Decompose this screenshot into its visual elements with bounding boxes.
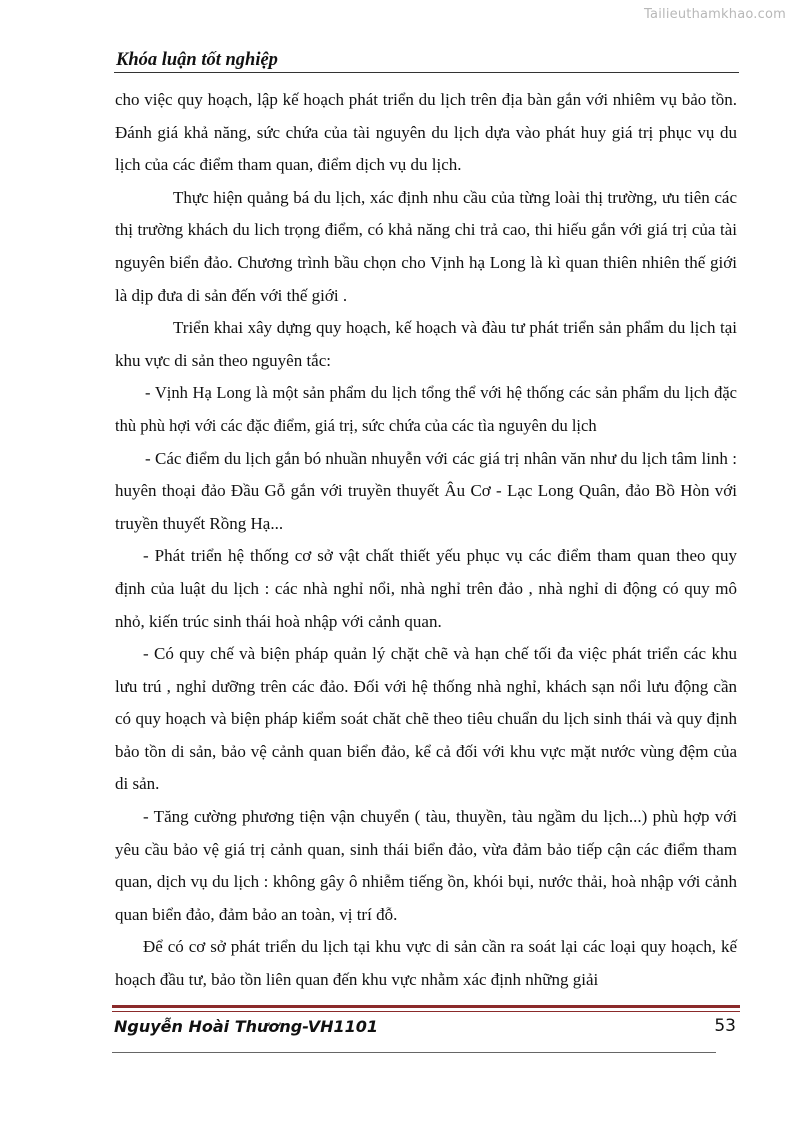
footer-divider-thin bbox=[112, 1011, 740, 1012]
paragraph-2: Thực hiện quảng bá du lịch, xác định nhu cầu của từng loài thị trường, ưu tiên các thị trường khách du lich trọng điểm, có khả năng chi trả cao, thi hiếu gắn với giá trị của tài nguyên biển đảo. Chương trình bầu chọn cho Vịnh hạ Long là kì quan thiên nhiên thế giới là dịp đưa di sản đến với thế giới . bbox=[115, 187, 737, 305]
footer-divider-thick bbox=[112, 1005, 740, 1008]
page-header-title: Khóa luận tốt nghiệp bbox=[116, 50, 278, 70]
watermark-text: Tailieuthamkhao.com bbox=[644, 7, 786, 22]
paragraph-final: Để có cơ sở phát triển du lịch tại khu vực di sản cần ra soát lại các loại quy hoạch, kế hoạch đầu tư, bảo tồn liên quan đến khu vực nhằm xác định những giải bbox=[115, 937, 737, 990]
bullet-paragraph-1: - Vịnh Hạ Long là một sản phẩm du lịch tổng thể với hệ thống các sản phẩm du lịch đặc thù phù hợi với các đặc điểm, giá trị, sức chứa của các tìa nguyên du lịch bbox=[115, 383, 737, 435]
bullet-paragraph-5: - Tăng cường phương tiện vận chuyển ( tàu, thuyền, tàu ngầm du lịch...) phù hợp với yêu cầu bảo vệ giá trị cảnh quan, sinh thái biển đảo, vừa đảm bảo tiếp cận các điểm tham quan, dịch vụ du lịch : không gây ô nhiễm tiếng ồn, khói bụi, nước thải, hoà nhập với cảnh quan biển đảo, đảm bảo an toàn, vị trí đỗ. bbox=[115, 807, 737, 924]
bullet-paragraph-2: - Các điểm du lịch gắn bó nhuần nhuyễn với các giá trị nhân văn như du lịch tâm linh : huyên thoại đảo Đầu Gỗ gắn với truyền thuyết Âu Cơ - Lạc Long Quân, đảo Bồ Hòn với truyền thuyết Rồng Hạ... bbox=[115, 448, 737, 533]
document-body bbox=[115, 84, 737, 997]
bullet-paragraph-3: - Phát triển hệ thống cơ sở vật chất thiết yếu phục vụ các điểm tham quan theo quy định của luật du lịch : các nhà nghỉ nổi, nhà nghỉ trên đảo , nhà nghỉ di động có quy mô nhỏ, kiến trúc sinh thái hoà nhập với cảnh quan. bbox=[115, 546, 737, 631]
paragraph-1: cho việc quy hoạch, lập kế hoạch phát triển du lịch trên địa bàn gắn với nhiêm vụ bảo tồn. Đánh giá khả năng, sức chứa của tài nguyên du lịch dựa vào phát huy giá trị phục vụ du lịch của các điểm tham quan, điểm dịch vụ du lịch. bbox=[115, 90, 737, 175]
header-divider bbox=[114, 72, 739, 73]
footer-author: Nguyễn Hoài Thương-VH1101 bbox=[114, 1017, 379, 1036]
footer-bottom-divider bbox=[112, 1052, 716, 1053]
bullet-paragraph-4: - Có quy chế và biện pháp quản lý chặt chẽ và hạn chế tối đa việc phát triển các khu lưu trú , nghỉ dưỡng trên các đảo. Đối với hệ thống nhà nghỉ, khách sạn nổi lưu động cần có quy hoạch và biện pháp kiểm soát chăt chẽ theo tiêu chuẩn du lịch sinh thái và quy định bảo tồn di sản, bảo vệ cảnh quan biển đảo, kể cả đối với khu vực mặt nước vùng đệm của di sản. bbox=[115, 644, 737, 794]
paragraph-3: Triển khai xây dựng quy hoạch, kế hoạch và đàu tư phát triển sản phẩm du lịch tại khu vực di sản theo nguyên tắc: bbox=[115, 318, 737, 370]
page-number: 53 bbox=[714, 1016, 736, 1036]
